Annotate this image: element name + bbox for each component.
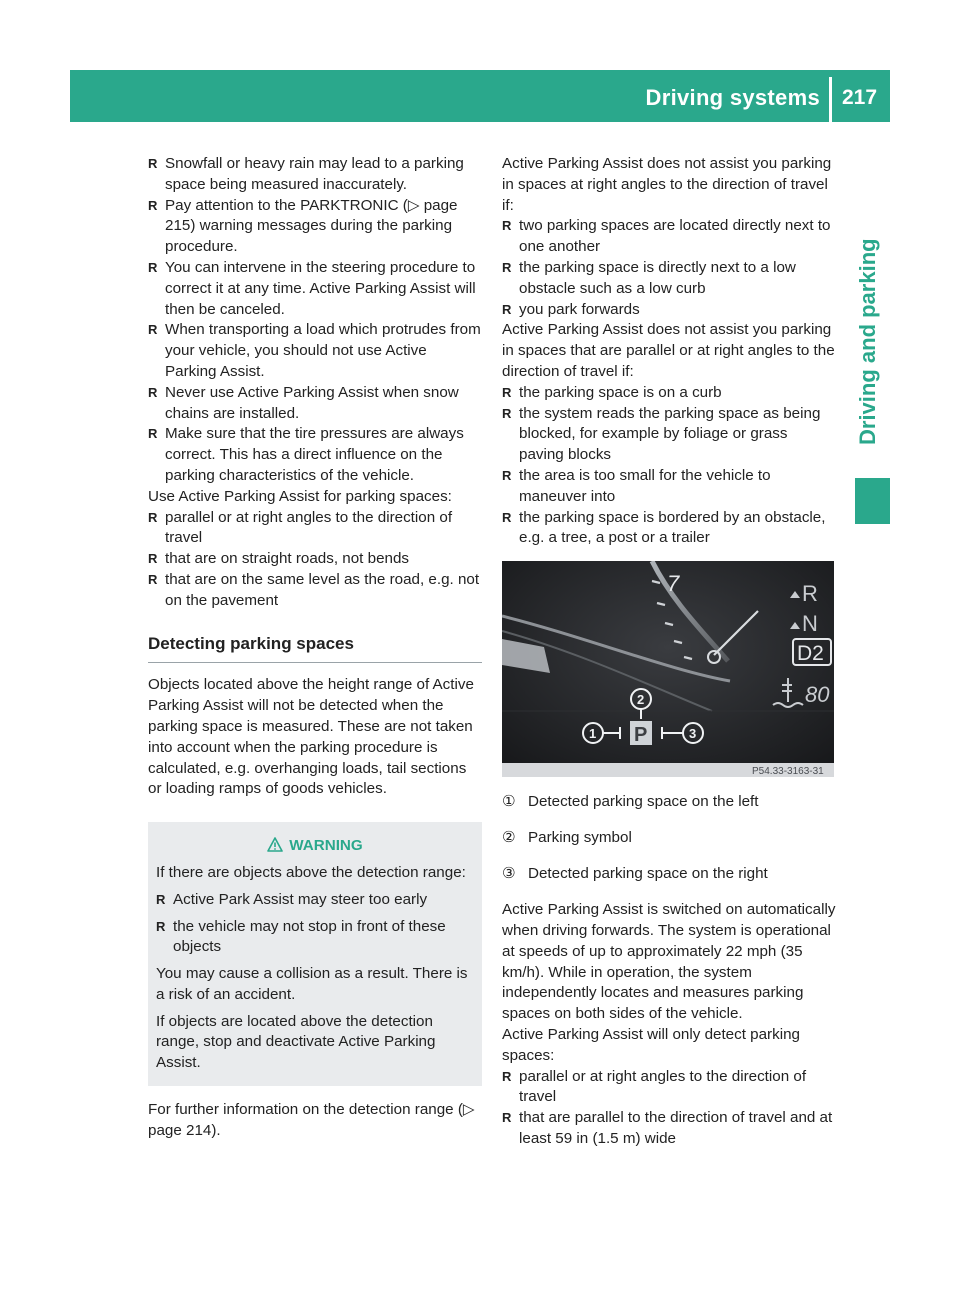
warning-box xyxy=(148,822,482,1086)
warning-text: If objects are located above the detection range, stop and deactivate Active Parking Assist. xyxy=(156,1012,436,1072)
warning-triangle-icon xyxy=(267,837,283,852)
instrument-cluster-figure xyxy=(502,561,834,777)
warning-bullet: R Active Park Assist may steer too early xyxy=(156,890,474,911)
paragraph: Active Parking Assist does not assist you parking in spaces that are parallel or at right angles to the direction of travel if: xyxy=(502,321,835,380)
warning-bullet: R the vehicle may not stop in front of these objects xyxy=(156,917,474,959)
parking-symbol: P xyxy=(634,724,648,747)
legend-number: ② xyxy=(502,829,516,847)
paragraph: For further information on the detection range (▷ page 214). xyxy=(148,1101,475,1139)
bullet: R two parking spaces are located directly next to one another xyxy=(502,216,836,258)
legend-item xyxy=(502,864,836,885)
header-title: Driving systems xyxy=(645,85,820,110)
bullet: R parallel or at right angles to the direction of travel xyxy=(502,1067,836,1109)
bullet: R Pay attention to the PARKTRONIC (▷ page 215) warning messages during the parking procedure. xyxy=(148,196,482,258)
bullet: R the system reads the parking space as being blocked, for example by foliage or grass paving blocks xyxy=(502,404,836,466)
legend-item xyxy=(502,792,836,813)
bullet: R Never use Active Parking Assist when snow chains are installed. xyxy=(148,383,482,425)
bullet: R you park forwards xyxy=(502,300,836,321)
bullet: R Make sure that the tire pressures are always correct. This has a direct influence on the parking characteristics of the vehicle. xyxy=(148,424,482,486)
instrument-cluster-illustration xyxy=(502,561,834,777)
paragraph: Active Parking Assist does not assist you parking in spaces at right angles to the direction of travel if: xyxy=(502,155,832,214)
bullet: R the parking space is on a curb xyxy=(502,383,836,404)
bullet: R You can intervene in the steering procedure to correct it at any time. Active Parking Assist will then be canceled. xyxy=(148,258,482,320)
legend-number: ③ xyxy=(502,865,516,883)
bullet: R that are on straight roads, not bends xyxy=(148,549,482,570)
header-divider xyxy=(829,77,832,122)
legend-number: ① xyxy=(502,793,516,811)
section-heading: Detecting parking spaces xyxy=(148,634,482,664)
paragraph: Objects located above the height range of Active Parking Assist will not be detected when the parking space is measured. These are not taken into account when the parking procedure is calculated, e.g. overhanging loads, tail sections or loading ramps of goods vehicles. xyxy=(148,676,474,798)
left-column xyxy=(148,154,482,1142)
bullet: R parallel or at right angles to the direction of travel xyxy=(148,508,482,550)
side-tab-label: Driving and parking xyxy=(855,238,880,445)
temperature-value: 80 xyxy=(805,682,830,708)
legend-text: Detected parking space on the right xyxy=(528,865,768,883)
use-intro: Use Active Parking Assist for parking spaces: xyxy=(148,487,452,505)
callout-2: 2 xyxy=(637,692,645,708)
bullet: R that are on the same level as the road, e.g. not on the pavement xyxy=(148,570,482,612)
bullet: R the parking space is directly next to a low obstacle such as a low curb xyxy=(502,258,836,300)
warning-heading xyxy=(156,836,474,857)
legend-text: Parking symbol xyxy=(528,829,632,847)
warning-intro: If there are objects above the detection range: xyxy=(156,863,466,881)
paragraph: Active Parking Assist will only detect parking spaces: xyxy=(502,1026,800,1064)
callout-3: 3 xyxy=(689,726,697,742)
legend-item xyxy=(502,828,836,849)
bullet: R Snowfall or heavy rain may lead to a parking space being measured inaccurately. xyxy=(148,154,482,196)
callout-1: 1 xyxy=(589,726,597,742)
gear-n: N xyxy=(802,611,818,637)
figure-code: P54.33-3163-31 xyxy=(752,766,824,778)
gauge-tick-label: 7 xyxy=(667,571,680,597)
bullet: R When transporting a load which protrudes from your vehicle, you should not use Active Parking Assist. xyxy=(148,320,482,382)
warning-text: You may cause a collision as a result. There is a risk of an accident. xyxy=(156,965,468,1003)
right-column xyxy=(502,154,836,1150)
bullet: R that are parallel to the direction of travel and at least 59 in (1.5 m) wide xyxy=(502,1108,836,1150)
gear-d: D2 xyxy=(797,642,824,666)
legend-text: Detected parking space on the left xyxy=(528,793,759,811)
page-number: 217 xyxy=(842,86,878,109)
bullet: R the parking space is bordered by an obstacle, e.g. a tree, a post or a trailer xyxy=(502,508,836,550)
paragraph: Active Parking Assist is switched on automatically when driving forwards. The system is operational at speeds of up to approximately 22 mph (35 km/h). While in operation, the system independently locates and measures parking spaces on both sides of the vehicle. xyxy=(502,901,836,1023)
warning-title: WARNING xyxy=(289,837,363,855)
bullet: R the area is too small for the vehicle to maneuver into xyxy=(502,466,836,508)
side-tab-marker xyxy=(855,478,890,524)
gear-r: R xyxy=(802,581,818,607)
